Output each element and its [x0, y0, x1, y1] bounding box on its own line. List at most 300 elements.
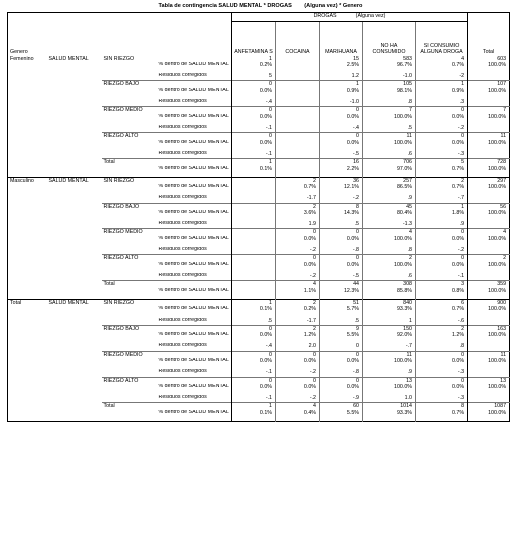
value-cell: 11: [468, 351, 510, 358]
value-cell: [232, 195, 276, 203]
measure-label: Residuos corregidos: [158, 247, 207, 253]
value-cell: [468, 395, 510, 403]
value-cell: 603: [468, 56, 510, 62]
measure-label: % dentro de SALUD MENTAL: [158, 357, 229, 363]
value-cell: -1.7: [276, 318, 320, 326]
value-cell: 1: [232, 56, 276, 62]
value-cell: 0: [232, 325, 276, 332]
value-cell: 0.7%: [416, 410, 468, 422]
value-cell: 100.0%: [468, 62, 510, 74]
value-cell: 728: [468, 159, 510, 166]
value-cell: 85.8%: [363, 288, 416, 300]
value-cell: -.1: [416, 273, 468, 281]
category-label: RIEZGO BAJO: [102, 81, 157, 107]
value-cell: [232, 221, 276, 229]
value-cell: 0: [416, 377, 468, 384]
measure-label: [157, 325, 232, 332]
value-cell: 0: [320, 351, 363, 358]
value-cell: 11: [363, 133, 416, 140]
value-cell: [276, 99, 320, 107]
value-cell: [276, 151, 320, 159]
measure-label: [157, 351, 232, 358]
value-cell: -.1: [232, 395, 276, 403]
value-cell: -.4: [232, 343, 276, 351]
value-cell: [232, 236, 276, 248]
value-cell: [232, 247, 276, 255]
col-header-anfetaminas: ANFETAMINA S: [232, 22, 276, 56]
value-cell: 1: [416, 203, 468, 210]
value-cell: 900: [468, 299, 510, 306]
value-cell: 5.7%: [320, 306, 363, 318]
category-label: RIEZGO BAJO: [102, 325, 157, 351]
value-cell: 0.0%: [320, 358, 363, 370]
value-cell: 0.1%: [232, 410, 276, 422]
measure-label: % dentro de SALUD MENTAL: [158, 287, 229, 293]
col-header-no-ha-consumido: NO HA CONSUMIDO: [363, 22, 416, 56]
value-cell: 0.9%: [320, 88, 363, 100]
value-cell: 4: [468, 229, 510, 236]
category-label: RIEZGO ALTO: [102, 255, 157, 281]
measure-label: [157, 177, 232, 184]
value-cell: -.8: [320, 369, 363, 377]
measure-label: [157, 81, 232, 88]
value-cell: [232, 273, 276, 281]
value-cell: 0.0%: [232, 88, 276, 100]
measure-label: [157, 299, 232, 306]
value-cell: 0.0%: [276, 236, 320, 248]
value-cell: [468, 318, 510, 326]
value-cell: 5.5%: [320, 410, 363, 422]
value-cell: .5: [363, 125, 416, 133]
value-cell: -.7: [363, 343, 416, 351]
value-cell: -1.7: [276, 195, 320, 203]
value-cell: 9: [320, 325, 363, 332]
value-cell: 1.0: [363, 395, 416, 403]
table-row: [8, 299, 510, 306]
value-cell: 5: [232, 73, 276, 81]
measure-label: % dentro de SALUD MENTAL: [158, 113, 229, 119]
value-cell: [276, 107, 320, 114]
value-cell: [276, 166, 320, 178]
value-cell: 0: [232, 107, 276, 114]
value-cell: -.1: [232, 125, 276, 133]
measure-label: % dentro de SALUD MENTAL: [158, 331, 229, 337]
drogas-group-header: DROGAS (Alguna vez): [232, 13, 468, 22]
value-cell: 45: [363, 203, 416, 210]
value-cell: [468, 73, 510, 81]
value-cell: 4: [276, 403, 320, 410]
value-cell: -.6: [416, 318, 468, 326]
measure-label: Residuos corregidos: [158, 125, 207, 131]
category-label: RIEZGO MEDIO: [102, 351, 157, 377]
value-cell: 0.2%: [232, 62, 276, 74]
value-cell: 12.1%: [320, 184, 363, 196]
genero-label: Femenino: [10, 55, 34, 62]
measure-label: % dentro de SALUD MENTAL: [158, 235, 229, 241]
value-cell: 0: [416, 229, 468, 236]
value-cell: 0.0%: [232, 384, 276, 396]
measure-label: % dentro de SALUD MENTAL: [158, 261, 229, 267]
value-cell: 0: [416, 133, 468, 140]
measure-label: % dentro de SALUD MENTAL: [158, 409, 229, 415]
value-cell: 8: [320, 203, 363, 210]
value-cell: 0.0%: [416, 114, 468, 126]
value-cell: 0.1%: [232, 166, 276, 178]
value-cell: 297: [468, 177, 510, 184]
value-cell: 0: [416, 107, 468, 114]
value-cell: 0.0%: [232, 332, 276, 344]
value-cell: [232, 203, 276, 210]
value-cell: 100.0%: [363, 262, 416, 274]
value-cell: [276, 125, 320, 133]
value-cell: 0.0%: [320, 140, 363, 152]
value-cell: 2: [416, 325, 468, 332]
value-cell: 100.0%: [468, 140, 510, 152]
category-label: SIN RIEZGO: [103, 55, 135, 62]
value-cell: 100.0%: [468, 332, 510, 344]
value-cell: 0: [232, 351, 276, 358]
measure-label: [157, 403, 232, 410]
value-cell: 100.0%: [468, 288, 510, 300]
measure-label: Residuos corregidos: [158, 73, 207, 79]
value-cell: 1: [232, 159, 276, 166]
value-cell: 706: [363, 159, 416, 166]
value-cell: 0: [320, 107, 363, 114]
value-cell: 44: [320, 281, 363, 288]
value-cell: -.1: [232, 369, 276, 377]
variable-label: SALUD MENTAL: [47, 177, 102, 299]
value-cell: 107: [468, 81, 510, 88]
value-cell: 0: [232, 377, 276, 384]
measure-label: Residuos corregidos: [158, 195, 207, 201]
value-cell: 2: [276, 203, 320, 210]
value-cell: [276, 73, 320, 81]
value-cell: [276, 81, 320, 88]
value-cell: 13: [468, 377, 510, 384]
measure-label: [157, 229, 232, 236]
value-cell: 56: [468, 203, 510, 210]
value-cell: .5: [320, 221, 363, 229]
value-cell: 0.0%: [232, 140, 276, 152]
value-cell: 4: [416, 56, 468, 62]
value-cell: 11: [468, 133, 510, 140]
value-cell: 100.0%: [363, 358, 416, 370]
value-cell: 0.0%: [416, 236, 468, 248]
category-label: Total: [102, 403, 157, 421]
value-cell: .6: [363, 273, 416, 281]
value-cell: 1087: [468, 403, 510, 410]
value-cell: 7: [468, 107, 510, 114]
measure-label: [157, 107, 232, 114]
value-cell: 80.4%: [363, 210, 416, 222]
measure-label: % dentro de SALUD MENTAL: [158, 305, 229, 311]
measure-label: [157, 159, 232, 166]
value-cell: 0.0%: [276, 358, 320, 370]
value-cell: 1.2%: [416, 332, 468, 344]
value-cell: 1: [416, 81, 468, 88]
value-cell: 105: [363, 81, 416, 88]
value-cell: 1.2%: [276, 332, 320, 344]
value-cell: 93.3%: [363, 306, 416, 318]
genero-label: Masculino: [8, 177, 47, 299]
value-cell: [468, 273, 510, 281]
value-cell: 2: [276, 177, 320, 184]
value-cell: 0: [276, 377, 320, 384]
measure-label: [157, 377, 232, 384]
value-cell: 100.0%: [363, 114, 416, 126]
measure-label: [157, 281, 232, 288]
value-cell: 1.2: [320, 73, 363, 81]
value-cell: [276, 88, 320, 100]
value-cell: 3.6%: [276, 210, 320, 222]
value-cell: 8: [416, 403, 468, 410]
value-cell: 0.1%: [232, 306, 276, 318]
value-cell: [468, 247, 510, 255]
value-cell: 4: [363, 229, 416, 236]
value-cell: -.9: [320, 395, 363, 403]
value-cell: .5: [232, 318, 276, 326]
value-cell: -.2: [320, 195, 363, 203]
value-cell: 98.1%: [363, 88, 416, 100]
value-cell: 0.0%: [320, 262, 363, 274]
table-row: [8, 177, 510, 184]
value-cell: 0.7%: [276, 184, 320, 196]
value-cell: 1: [363, 318, 416, 326]
value-cell: -2: [416, 73, 468, 81]
value-cell: [468, 125, 510, 133]
value-cell: .9: [416, 221, 468, 229]
value-cell: 0.0%: [320, 114, 363, 126]
value-cell: 359: [468, 281, 510, 288]
value-cell: 0: [320, 343, 363, 351]
value-cell: 15: [320, 56, 363, 62]
measure-label: % dentro de SALUD MENTAL: [158, 209, 229, 215]
value-cell: 0.0%: [232, 114, 276, 126]
measure-label: % dentro de SALUD MENTAL: [158, 383, 229, 389]
table-title: Tabla de contingencia SALUD MENTAL * DROGAS (Alguna vez) * Genero: [158, 3, 363, 9]
value-cell: 16: [320, 159, 363, 166]
measure-label: Residuos corregidos: [158, 99, 207, 105]
value-cell: 0: [416, 351, 468, 358]
value-cell: -1.0: [320, 99, 363, 107]
value-cell: 0.4%: [276, 410, 320, 422]
value-cell: 14.3%: [320, 210, 363, 222]
value-cell: 5: [416, 159, 468, 166]
value-cell: 0.0%: [416, 384, 468, 396]
value-cell: [232, 229, 276, 236]
category-label: RIEZGO MEDIO: [102, 107, 157, 133]
value-cell: -.2: [276, 273, 320, 281]
value-cell: -.8: [320, 247, 363, 255]
category-label: SIN RIEZGO: [102, 177, 157, 203]
value-cell: 1: [320, 81, 363, 88]
measure-label: Residuos corregidos: [158, 151, 207, 157]
category-label: Total: [102, 159, 157, 177]
value-cell: 0.8%: [416, 288, 468, 300]
value-cell: -.1: [232, 151, 276, 159]
value-cell: 1.1%: [276, 288, 320, 300]
value-cell: 150: [363, 325, 416, 332]
value-cell: 257: [363, 177, 416, 184]
value-cell: [468, 151, 510, 159]
value-cell: 840: [363, 299, 416, 306]
value-cell: -.5: [320, 273, 363, 281]
value-cell: 2: [468, 255, 510, 262]
value-cell: 92.0%: [363, 332, 416, 344]
value-cell: 0.0%: [320, 384, 363, 396]
value-cell: 86.5%: [363, 184, 416, 196]
value-cell: 0: [276, 229, 320, 236]
value-cell: 0: [232, 81, 276, 88]
measure-label: [157, 203, 232, 210]
value-cell: 2: [276, 325, 320, 332]
value-cell: 163: [468, 325, 510, 332]
measure-label: % dentro de SALUD MENTAL: [158, 87, 229, 93]
value-cell: 6: [416, 299, 468, 306]
value-cell: 0: [416, 255, 468, 262]
value-cell: -.2: [416, 125, 468, 133]
value-cell: .6: [363, 151, 416, 159]
value-cell: 13: [363, 377, 416, 384]
value-cell: 0: [320, 133, 363, 140]
table-body: [8, 13, 510, 422]
value-cell: .3: [416, 99, 468, 107]
value-cell: [468, 343, 510, 351]
genero-header: Genero: [10, 49, 28, 56]
measure-label: [157, 255, 232, 262]
value-cell: .8: [416, 343, 468, 351]
measure-label: Residuos corregidos: [158, 369, 207, 375]
value-cell: 0.0%: [232, 358, 276, 370]
value-cell: 0.7%: [416, 62, 468, 74]
value-cell: 0.0%: [276, 262, 320, 274]
measure-label: Residuos corregidos: [158, 343, 207, 349]
value-cell: 0.7%: [416, 166, 468, 178]
value-cell: 0.0%: [276, 384, 320, 396]
value-cell: -.4: [232, 99, 276, 107]
value-cell: 0: [232, 133, 276, 140]
value-cell: 0: [276, 255, 320, 262]
blank-header-cell: [468, 13, 510, 22]
measure-label: [157, 133, 232, 140]
genero-label: Total: [8, 299, 47, 421]
value-cell: 100.0%: [363, 140, 416, 152]
value-cell: 100.0%: [468, 306, 510, 318]
col-header-cocaina: COCAINA: [276, 22, 320, 56]
value-cell: 12.3%: [320, 288, 363, 300]
value-cell: 36: [320, 177, 363, 184]
measure-label: Residuos corregidos: [158, 395, 207, 401]
value-cell: [276, 140, 320, 152]
value-cell: 100.0%: [468, 88, 510, 100]
value-cell: [232, 281, 276, 288]
value-cell: [468, 369, 510, 377]
value-cell: [276, 133, 320, 140]
contingency-table: [7, 12, 510, 422]
measure-label: Residuos corregidos: [158, 221, 207, 227]
col-header-total: Total: [468, 22, 510, 56]
value-cell: 93.3%: [363, 410, 416, 422]
value-cell: [232, 177, 276, 184]
value-cell: [468, 195, 510, 203]
value-cell: 5.5%: [320, 332, 363, 344]
value-cell: [232, 184, 276, 196]
value-cell: 0.2%: [276, 306, 320, 318]
value-cell: 96.7%: [363, 62, 416, 74]
value-cell: 11: [363, 351, 416, 358]
value-cell: [232, 262, 276, 274]
category-label: Total: [102, 281, 157, 299]
value-cell: .8: [363, 99, 416, 107]
value-cell: 4: [276, 281, 320, 288]
value-cell: -.3: [416, 369, 468, 377]
value-cell: [276, 114, 320, 126]
value-cell: -.2: [276, 247, 320, 255]
value-cell: 1: [232, 403, 276, 410]
value-cell: 100.0%: [468, 358, 510, 370]
value-cell: 0.9%: [416, 88, 468, 100]
value-cell: 1: [232, 299, 276, 306]
category-label: RIEZGO MEDIO: [102, 229, 157, 255]
value-cell: -.2: [276, 395, 320, 403]
corner-cell: [8, 13, 232, 22]
value-cell: 2: [363, 255, 416, 262]
col-header-marihuana: MARIHUANA: [320, 22, 363, 56]
value-cell: [468, 99, 510, 107]
value-cell: 2: [416, 177, 468, 184]
value-cell: 100.0%: [468, 166, 510, 178]
measure-label: Residuos corregidos: [158, 317, 207, 323]
value-cell: .5: [320, 318, 363, 326]
value-cell: 1.8%: [416, 210, 468, 222]
value-cell: -1.3: [363, 221, 416, 229]
value-cell: 0: [320, 377, 363, 384]
value-cell: 0: [320, 255, 363, 262]
value-cell: .8: [363, 247, 416, 255]
value-cell: 100.0%: [363, 384, 416, 396]
value-cell: 0.0%: [416, 140, 468, 152]
category-label: RIEZGO BAJO: [102, 203, 157, 229]
measure-label: Residuos corregidos: [158, 273, 207, 279]
value-cell: [232, 210, 276, 222]
value-cell: 0: [320, 229, 363, 236]
value-cell: [276, 159, 320, 166]
value-cell: 100.0%: [468, 410, 510, 422]
value-cell: 1.9: [276, 221, 320, 229]
value-cell: 60: [320, 403, 363, 410]
value-cell: 0.0%: [416, 262, 468, 274]
value-cell: -1.0: [363, 73, 416, 81]
category-label: SIN RIEZGO: [102, 299, 157, 325]
value-cell: [232, 288, 276, 300]
category-label: RIEZGO ALTO: [102, 133, 157, 159]
value-cell: .9: [363, 369, 416, 377]
category-label: RIEZGO ALTO: [102, 377, 157, 403]
value-cell: -.3: [416, 395, 468, 403]
value-cell: 100.0%: [468, 210, 510, 222]
value-cell: 97.0%: [363, 166, 416, 178]
value-cell: .9: [363, 195, 416, 203]
value-cell: -.4: [320, 125, 363, 133]
value-cell: 0.7%: [416, 184, 468, 196]
value-cell: 308: [363, 281, 416, 288]
value-cell: 0.0%: [320, 236, 363, 248]
value-cell: -.5: [320, 151, 363, 159]
value-cell: 100.0%: [468, 384, 510, 396]
value-cell: 51: [320, 299, 363, 306]
value-cell: 2.0: [276, 343, 320, 351]
col-header-si-consumio: SI CONSUMIO ALGUNA DROGA: [416, 22, 468, 56]
